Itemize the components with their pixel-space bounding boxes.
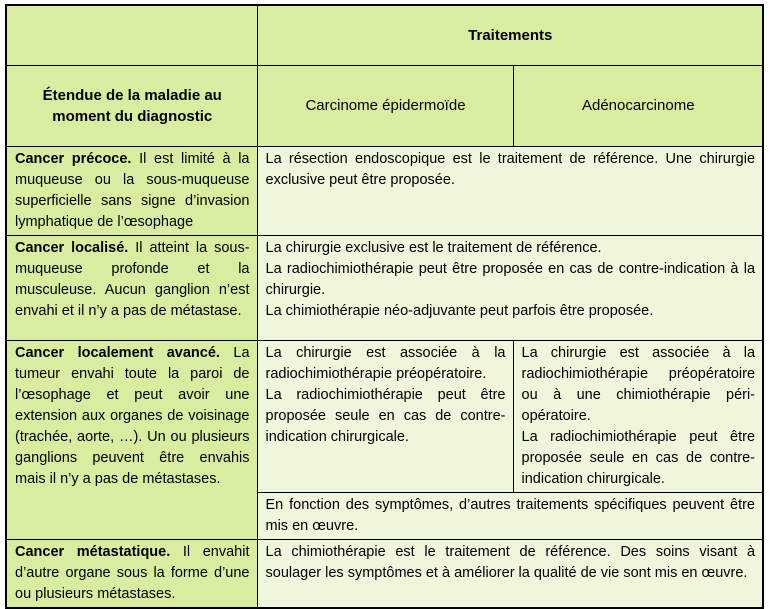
- treatment-cell-localise: [257, 235, 763, 340]
- treatment-paragraph: La chirurgie est associée à la radiochimiothérapie préopératoire.: [265, 344, 506, 382]
- treatment-paragraph: La radiochimiothérapie peut être proposée seule en cas de contre-indication chirurgicale.: [265, 386, 506, 445]
- treatment-paragraph: La chirurgie exclusive est le traitement de référence.: [265, 239, 602, 256]
- treatment-cell-precoce: [257, 146, 763, 235]
- treatment-paragraph: La chimiothérapie est le traitement de référence. Des soins visant à soulager les symptômes et à améliorer la qualité de vie sont mis en œuvre.: [265, 543, 756, 581]
- stage-description: Il est limité à la muqueuse ou la sous-muqueuse superficielle sans signe d’invasion lymphatique de l’œsophage: [15, 150, 250, 230]
- treatment-cell-metastatique: [257, 539, 763, 608]
- treatment-paragraph: La radiochimiothérapie peut être proposée seule en cas de contre-indication chirurgicale.: [521, 428, 756, 487]
- row-cancer-precoce: [6, 146, 763, 235]
- row-cancer-localement-avance: [6, 340, 763, 492]
- treatment-cell-avance-epidermoid: [257, 340, 513, 492]
- row-cancer-localise: [6, 235, 763, 340]
- column-header-epidermoid: Carcinome épidermoïde: [257, 65, 513, 146]
- treatments-table: [5, 4, 764, 609]
- symptoms-note-cell: [257, 492, 763, 539]
- stage-cell-precoce: [6, 146, 257, 235]
- treatment-paragraph: La chirurgie est associée à la radiochimiothérapie préopératoire ou à une chimiothérapie péri-opératoire.: [521, 344, 756, 424]
- stage-description: La tumeur envahi toute la paroi de l’œsophage et peut avoir une extension aux organes de voisinage (trachée, aorte, …). Un ou plusieurs ganglions peuvent être envahis mais il n’y a pas de métastases.: [15, 344, 250, 487]
- treatment-paragraph: La chimiothérapie néo-adjuvante peut parfois être proposée.: [265, 302, 654, 319]
- stage-description: Il atteint la sous-muqueuse profonde et la musculeuse. Aucun ganglion n’est envahi et il n’y a pas de métastase.: [15, 239, 250, 319]
- stage-term: Cancer précoce.: [15, 150, 132, 167]
- column-header-adeno: Adénocarcinome: [513, 65, 763, 146]
- row-cancer-metastatique: [6, 539, 763, 608]
- stage-description: Il envahit d’autre organe sous la forme d’une ou plusieurs métastases.: [15, 543, 250, 602]
- treatment-paragraph: En fonction des symptômes, d’autres traitements spécifiques peuvent être mis en œuvre.: [265, 496, 756, 534]
- header-row-columns: [6, 65, 763, 146]
- treatment-cell-avance-adeno: [513, 340, 763, 492]
- header-row-treatments: [6, 5, 763, 65]
- stage-cell-localise: [6, 235, 257, 340]
- stage-cell-metastatique: [6, 539, 257, 608]
- stage-term: Cancer localement avancé.: [15, 344, 220, 361]
- stage-cell-avance: [6, 340, 257, 539]
- treatment-paragraph: La radiochimiothérapie peut être proposée en cas de contre-indication à la chirurgie.: [265, 260, 756, 298]
- stage-term: Cancer métastatique.: [15, 543, 171, 560]
- empty-header-cell: [6, 5, 257, 65]
- treatment-paragraph: La résection endoscopique est le traitement de référence. Une chirurgie exclusive peut être proposée.: [265, 150, 756, 188]
- treatments-header: Traitements: [257, 5, 763, 65]
- extent-header: Étendue de la maladie au moment du diagnostic: [6, 65, 257, 146]
- stage-term: Cancer localisé.: [15, 239, 129, 256]
